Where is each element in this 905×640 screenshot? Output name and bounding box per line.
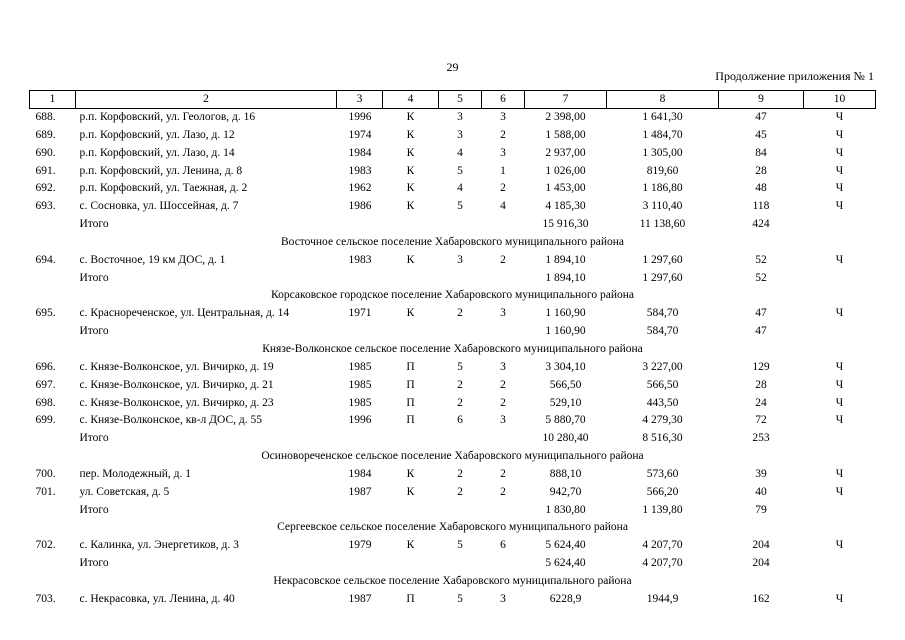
cell-address: р.п. Корфовский, ул. Лазо, д. 12 — [79, 128, 235, 141]
cell-living-area: 1 139,80 — [642, 503, 683, 516]
section-heading: Сергеевское сельское поселение Хабаровского муниципального района — [277, 521, 628, 534]
cell-row-number: 701. — [35, 485, 56, 498]
cell-total-area: 942,70 — [549, 485, 582, 498]
cell-ownership: Ч — [835, 485, 844, 498]
cell-living-area: 819,60 — [646, 164, 679, 177]
cell-row-number: 702. — [35, 539, 56, 552]
total-row — [30, 430, 876, 448]
cell-address: с. Князе-Волконское, ул. Вичирко, д. 23 — [79, 396, 274, 409]
cell-total-area: 1 026,00 — [545, 164, 586, 177]
cell-entrances: 2 — [500, 128, 506, 141]
cell-row-number: 690. — [35, 146, 56, 159]
cell-wall-material: П — [406, 378, 415, 391]
cell-total-area: 10 280,40 — [542, 432, 589, 445]
cell-year: 1983 — [348, 164, 372, 177]
cell-residents: 84 — [755, 146, 767, 159]
cell-ownership: Ч — [835, 414, 844, 427]
cell-entrances: 3 — [500, 592, 506, 605]
cell-floors — [439, 555, 482, 573]
cell-floors — [439, 323, 482, 341]
cell-ownership: Ч — [835, 396, 844, 409]
cell-floors: 2 — [457, 485, 463, 498]
cell-wall-material: П — [406, 414, 415, 427]
cell-entrances: 3 — [500, 414, 506, 427]
cell-floors: 3 — [457, 253, 463, 266]
cell-residents: 48 — [755, 182, 767, 195]
cell-wall-material: К — [406, 539, 415, 552]
cell-residents: 253 — [752, 432, 770, 445]
cell-entrances: 3 — [500, 111, 506, 123]
cell-residents: 28 — [755, 378, 767, 391]
cell-residents: 45 — [755, 128, 767, 141]
total-row — [30, 502, 876, 520]
cell-floors: 2 — [457, 307, 463, 320]
table-row — [30, 252, 876, 270]
cell-floors: 4 — [457, 146, 463, 159]
cell-living-area: 8 516,30 — [642, 432, 683, 445]
cell-year: 1985 — [348, 378, 372, 391]
cell-ownership: Ч — [835, 360, 844, 373]
section-heading-row — [30, 448, 876, 466]
cell-residents: 72 — [755, 414, 767, 427]
cell-ownership — [804, 502, 876, 520]
table-row — [30, 305, 876, 323]
cell-total-area: 5 624,40 — [545, 539, 586, 552]
cell-floors: 5 — [457, 200, 463, 213]
cell-address: с. Восточное, 19 км ДОС, д. 1 — [79, 253, 226, 266]
cell-floors: 2 — [457, 396, 463, 409]
cell-row-number: 698. — [35, 396, 56, 409]
cell-residents: 79 — [755, 503, 767, 516]
cell-address: Итого — [79, 432, 109, 445]
cell-total-area: 1 830,80 — [545, 503, 586, 516]
cell-floors: 4 — [457, 182, 463, 195]
cell-floors: 5 — [457, 539, 463, 552]
cell-living-area: 1 305,00 — [642, 146, 683, 159]
cell-ownership: Ч — [835, 592, 844, 605]
cell-living-area: 1 484,70 — [642, 128, 683, 141]
cell-ownership: Ч — [835, 378, 844, 391]
cell-wall-material: К — [406, 200, 415, 213]
section-heading-row — [30, 573, 876, 591]
cell-entrances: 3 — [500, 307, 506, 320]
cell-living-area: 1 186,80 — [642, 182, 683, 195]
cell-living-area: 3 110,40 — [642, 200, 683, 213]
cell-row-number: 692. — [35, 182, 56, 195]
cell-wall-material — [383, 502, 439, 520]
cell-floors: 5 — [457, 164, 463, 177]
table-row — [30, 591, 876, 609]
cell-year: 1986 — [348, 200, 372, 213]
cell-entrances: 6 — [500, 539, 506, 552]
cell-total-area: 5 624,40 — [545, 557, 586, 570]
total-row — [30, 555, 876, 573]
cell-entrances: 2 — [500, 182, 506, 195]
cell-floors: 6 — [457, 414, 463, 427]
cell-row-number — [30, 555, 76, 573]
cell-year — [337, 323, 383, 341]
cell-wall-material: К — [406, 111, 415, 123]
cell-living-area: 1 297,60 — [642, 253, 683, 266]
cell-year: 1996 — [348, 414, 372, 427]
cell-entrances: 3 — [500, 360, 506, 373]
cell-floors: 3 — [457, 128, 463, 141]
cell-address: с. Князе-Волконское, ул. Вичирко, д. 21 — [79, 378, 274, 391]
cell-living-area: 3 227,00 — [642, 360, 683, 373]
cell-residents: 52 — [755, 253, 767, 266]
cell-floors: 5 — [457, 360, 463, 373]
cell-ownership: Ч — [835, 253, 844, 266]
cell-wall-material — [383, 555, 439, 573]
cell-row-number: 693. — [35, 200, 56, 213]
cell-address: Итого — [79, 271, 109, 284]
cell-year: 1979 — [348, 539, 372, 552]
cell-residents: 162 — [752, 592, 770, 605]
cell-ownership — [804, 216, 876, 234]
column-header-6: 6 — [482, 91, 525, 109]
cell-wall-material — [383, 216, 439, 234]
section-heading: Корсаковское городское поселение Хабаровского муниципального района — [271, 289, 634, 302]
section-heading: Осиновореченское сельское поселение Хабаровского муниципального района — [261, 450, 644, 463]
column-header-7: 7 — [525, 91, 607, 109]
cell-living-area: 584,70 — [646, 307, 679, 320]
cell-ownership: Ч — [835, 164, 844, 177]
cell-address: Итого — [79, 503, 109, 516]
table-row — [30, 180, 876, 198]
cell-living-area: 566,20 — [646, 485, 679, 498]
cell-wall-material: К — [406, 182, 415, 195]
column-header-9: 9 — [719, 91, 804, 109]
cell-living-area: 11 138,60 — [639, 218, 686, 231]
cell-residents: 24 — [755, 396, 767, 409]
cell-total-area: 1 588,00 — [545, 128, 586, 141]
cell-residents: 129 — [752, 360, 770, 373]
table-row — [30, 163, 876, 181]
cell-address: пер. Молодежный, д. 1 — [79, 467, 191, 480]
cell-entrances — [482, 323, 525, 341]
cell-floors: 5 — [457, 592, 463, 605]
appendix-continuation-note: Продолжение приложения № 1 — [715, 69, 874, 83]
cell-floors — [439, 430, 482, 448]
cell-ownership: Ч — [835, 307, 844, 320]
column-header-2: 2 — [76, 91, 337, 109]
cell-year: 1974 — [348, 128, 372, 141]
cell-ownership: Ч — [835, 200, 844, 213]
cell-total-area: 566,50 — [549, 378, 582, 391]
cell-floors — [439, 270, 482, 288]
cell-row-number: 695. — [35, 307, 56, 320]
cell-entrances: 2 — [500, 467, 506, 480]
cell-year: 1971 — [348, 307, 372, 320]
cell-entrances: 3 — [500, 146, 506, 159]
cell-total-area: 2 398,00 — [545, 111, 586, 123]
cell-row-number — [30, 270, 76, 288]
cell-address: с. Краснореченское, ул. Центральная, д. 14 — [79, 307, 290, 320]
housing-table — [29, 90, 876, 609]
cell-address: Итого — [79, 218, 109, 231]
table-body — [30, 109, 876, 609]
cell-year: 1985 — [348, 360, 372, 373]
cell-total-area: 5 880,70 — [545, 414, 586, 427]
cell-floors: 2 — [457, 378, 463, 391]
cell-ownership: Ч — [835, 182, 844, 195]
cell-year — [337, 216, 383, 234]
total-row — [30, 216, 876, 234]
cell-address: с. Князе-Волконское, ул. Вичирко, д. 19 — [79, 360, 274, 373]
cell-wall-material — [383, 270, 439, 288]
table-row — [30, 395, 876, 413]
cell-living-area: 1944,9 — [646, 592, 679, 605]
cell-wall-material: К — [406, 485, 415, 498]
cell-total-area: 1 894,10 — [545, 271, 586, 284]
cell-floors: 3 — [457, 111, 463, 123]
cell-residents: 47 — [755, 307, 767, 320]
cell-living-area: 4 207,70 — [642, 539, 683, 552]
page-number: 29 — [446, 60, 459, 74]
cell-total-area: 1 160,90 — [545, 307, 586, 320]
total-row — [30, 323, 876, 341]
cell-row-number: 700. — [35, 467, 56, 480]
cell-address: с. Некрасовка, ул. Ленина, д. 40 — [79, 592, 235, 605]
cell-wall-material: П — [406, 592, 415, 605]
cell-row-number — [30, 323, 76, 341]
cell-address: Итого — [79, 325, 109, 338]
cell-row-number: 699. — [35, 414, 56, 427]
cell-floors: 2 — [457, 467, 463, 480]
table-row — [30, 198, 876, 216]
cell-row-number — [30, 430, 76, 448]
cell-wall-material: К — [406, 146, 415, 159]
cell-living-area: 1 641,30 — [642, 111, 683, 123]
cell-entrances: 1 — [500, 164, 506, 177]
cell-ownership: Ч — [835, 111, 844, 123]
cell-total-area: 6228,9 — [549, 592, 582, 605]
cell-year — [337, 430, 383, 448]
cell-ownership — [804, 323, 876, 341]
section-heading: Восточное сельское поселение Хабаровского муниципального района — [280, 235, 625, 248]
cell-wall-material: П — [406, 360, 415, 373]
header-row — [30, 91, 876, 109]
section-heading-row — [30, 519, 876, 537]
cell-ownership: Ч — [835, 467, 844, 480]
cell-year — [337, 555, 383, 573]
cell-row-number: 703. — [35, 592, 56, 605]
cell-address: р.п. Корфовский, ул. Лазо, д. 14 — [79, 146, 235, 159]
cell-entrances — [482, 216, 525, 234]
cell-total-area: 1 160,90 — [545, 325, 586, 338]
cell-wall-material: П — [406, 396, 415, 409]
cell-residents: 204 — [752, 557, 770, 570]
cell-living-area: 443,50 — [646, 396, 679, 409]
cell-wall-material — [383, 323, 439, 341]
cell-entrances: 2 — [500, 253, 506, 266]
cell-ownership — [804, 430, 876, 448]
table-row — [30, 484, 876, 502]
cell-row-number: 696. — [35, 360, 56, 373]
table-row — [30, 127, 876, 145]
cell-address: р.п. Корфовский, ул. Таежная, д. 2 — [79, 182, 248, 195]
cell-address: р.п. Корфовский, ул. Ленина, д. 8 — [79, 164, 243, 177]
cell-floors — [439, 216, 482, 234]
column-header-10: 10 — [804, 91, 876, 109]
cell-address: р.п. Корфовский, ул. Геологов, д. 16 — [79, 111, 256, 123]
cell-row-number: 697. — [35, 378, 56, 391]
table-row — [30, 359, 876, 377]
cell-year: 1983 — [348, 253, 372, 266]
table-row — [30, 466, 876, 484]
cell-total-area: 15 916,30 — [542, 218, 589, 231]
section-heading-row — [30, 234, 876, 252]
cell-living-area: 584,70 — [646, 325, 679, 338]
cell-row-number: 689. — [35, 128, 56, 141]
cell-address: Итого — [79, 557, 109, 570]
column-header-8: 8 — [607, 91, 719, 109]
cell-residents: 28 — [755, 164, 767, 177]
cell-entrances — [482, 555, 525, 573]
cell-ownership: Ч — [835, 128, 844, 141]
cell-entrances — [482, 430, 525, 448]
cell-total-area: 3 304,10 — [545, 360, 586, 373]
cell-ownership: Ч — [835, 146, 844, 159]
cell-ownership — [804, 555, 876, 573]
cell-residents: 204 — [752, 539, 770, 552]
cell-row-number — [30, 216, 76, 234]
table-row — [30, 377, 876, 395]
cell-total-area: 1 894,10 — [545, 253, 586, 266]
cell-year: 1996 — [348, 111, 372, 123]
cell-total-area: 1 453,00 — [545, 182, 586, 195]
cell-entrances — [482, 270, 525, 288]
cell-entrances: 2 — [500, 396, 506, 409]
cell-row-number: 688. — [35, 111, 56, 123]
cell-year: 1984 — [348, 146, 372, 159]
cell-year: 1984 — [348, 467, 372, 480]
cell-row-number — [30, 502, 76, 520]
cell-total-area: 2 937,00 — [545, 146, 586, 159]
cell-living-area: 4 279,30 — [642, 414, 683, 427]
cell-living-area: 566,50 — [646, 378, 679, 391]
cell-ownership: Ч — [835, 539, 844, 552]
cell-address: ул. Советская, д. 5 — [79, 485, 170, 498]
cell-wall-material: К — [406, 164, 415, 177]
cell-entrances: 2 — [500, 485, 506, 498]
cell-wall-material: К — [406, 307, 415, 320]
table-row — [30, 109, 876, 127]
column-header-1: 1 — [30, 91, 76, 109]
column-header-4: 4 — [383, 91, 439, 109]
cell-entrances — [482, 502, 525, 520]
cell-residents: 47 — [755, 111, 767, 123]
cell-ownership — [804, 270, 876, 288]
cell-address: с. Сосновка, ул. Шоссейная, д. 7 — [79, 200, 239, 213]
section-heading: Некрасовское сельское поселение Хабаровского муниципального района — [273, 574, 632, 587]
cell-residents: 118 — [752, 200, 770, 213]
cell-row-number: 691. — [35, 164, 56, 177]
cell-residents: 47 — [755, 325, 767, 338]
cell-address: с. Калинка, ул. Энергетиков, д. 3 — [79, 539, 239, 552]
cell-residents: 39 — [755, 467, 767, 480]
cell-year — [337, 270, 383, 288]
cell-living-area: 4 207,70 — [642, 557, 683, 570]
column-header-3: 3 — [337, 91, 383, 109]
section-heading: Князе-Волконское сельское поселение Хабаровского муниципального района — [262, 342, 643, 355]
cell-living-area: 573,60 — [646, 467, 679, 480]
cell-wall-material: К — [406, 128, 415, 141]
cell-floors — [439, 502, 482, 520]
cell-wall-material: К — [406, 253, 415, 266]
cell-year: 1987 — [348, 592, 372, 605]
column-header-5: 5 — [439, 91, 482, 109]
cell-year — [337, 502, 383, 520]
cell-total-area: 4 185,30 — [545, 200, 586, 213]
cell-wall-material: К — [406, 467, 415, 480]
cell-total-area: 888,10 — [549, 467, 582, 480]
cell-total-area: 529,10 — [549, 396, 582, 409]
cell-entrances: 4 — [500, 200, 506, 213]
cell-address: с. Князе-Волконское, кв-л ДОС, д. 55 — [79, 414, 262, 427]
table-row — [30, 412, 876, 430]
cell-residents: 424 — [752, 218, 770, 231]
table-row — [30, 537, 876, 555]
cell-living-area: 1 297,60 — [642, 271, 683, 284]
cell-entrances: 2 — [500, 378, 506, 391]
section-heading-row — [30, 287, 876, 305]
section-heading-row — [30, 341, 876, 359]
total-row — [30, 270, 876, 288]
cell-wall-material — [383, 430, 439, 448]
table-row — [30, 145, 876, 163]
cell-year: 1987 — [348, 485, 372, 498]
cell-year: 1962 — [348, 182, 372, 195]
cell-year: 1985 — [348, 396, 372, 409]
cell-residents: 52 — [755, 271, 767, 284]
cell-row-number: 694. — [35, 253, 56, 266]
cell-residents: 40 — [755, 485, 767, 498]
